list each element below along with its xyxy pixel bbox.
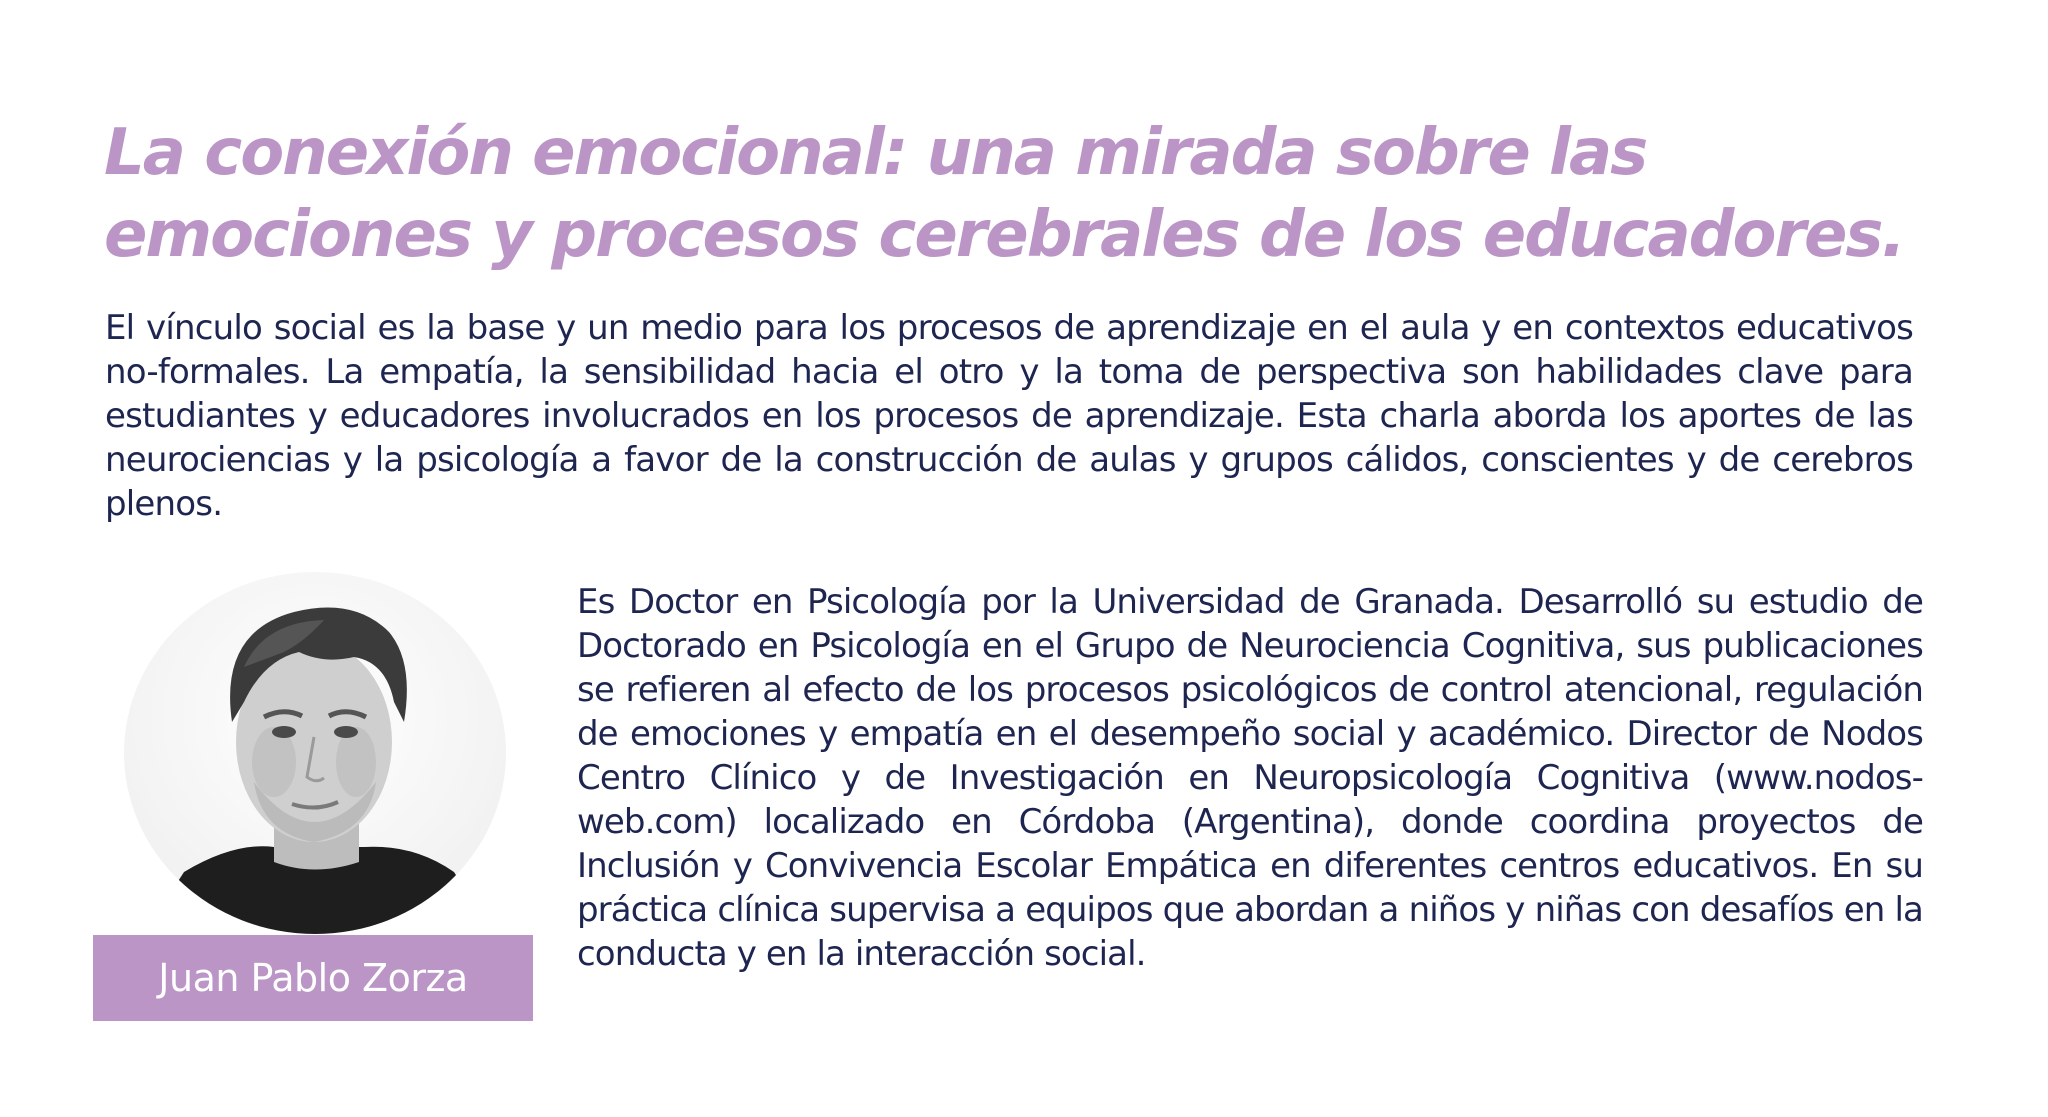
title-line-2: emociones y procesos cerebrales de los educadores. <box>104 198 1904 272</box>
speaker-photo <box>124 572 506 934</box>
speaker-bio: Es Doctor en Psicología por la Universidad de Granada. Desarrolló su estudio de Doctorado en Psicología en el Grupo de Neurociencia Cognitiva, sus publicaciones se refieren al efecto de los procesos psicológicos de control atencional, regulación de emociones y empatía en el desempeño social y académico. Director de Nodos Centro Clínico y de Investigación en Neuropsicología Cognitiva (www.nodos-web.com) localizado en Córdoba (Argentina), donde coordina proyectos de Inclusión y Convivencia Escolar Empática en diferentes centros educativos. En su práctica clínica supervisa a equipos que abordan a niños y niñas con desafíos en la conducta y en la interacción social. <box>577 582 1923 974</box>
talk-abstract: El vínculo social es la base y un medio para los procesos de aprendizaje en el aula y en contextos educativos no-formales. La empatía, la sensibilidad hacia el otro y la toma de perspectiva son habilidades clave para estudiantes y educadores involucrados en los procesos de aprendizaje. Esta charla aborda los aportes de las neurociencias y la psicología a favor de la construcción de aulas y grupos cálidos, conscientes y de cerebros plenos. <box>105 308 1913 524</box>
speaker-name-badge <box>93 935 533 1021</box>
speaker-name: Juan Pablo Zorza <box>158 956 468 1000</box>
title-line-1: La conexión emocional: una mirada sobre las <box>104 116 1647 190</box>
page-title <box>104 112 1964 276</box>
